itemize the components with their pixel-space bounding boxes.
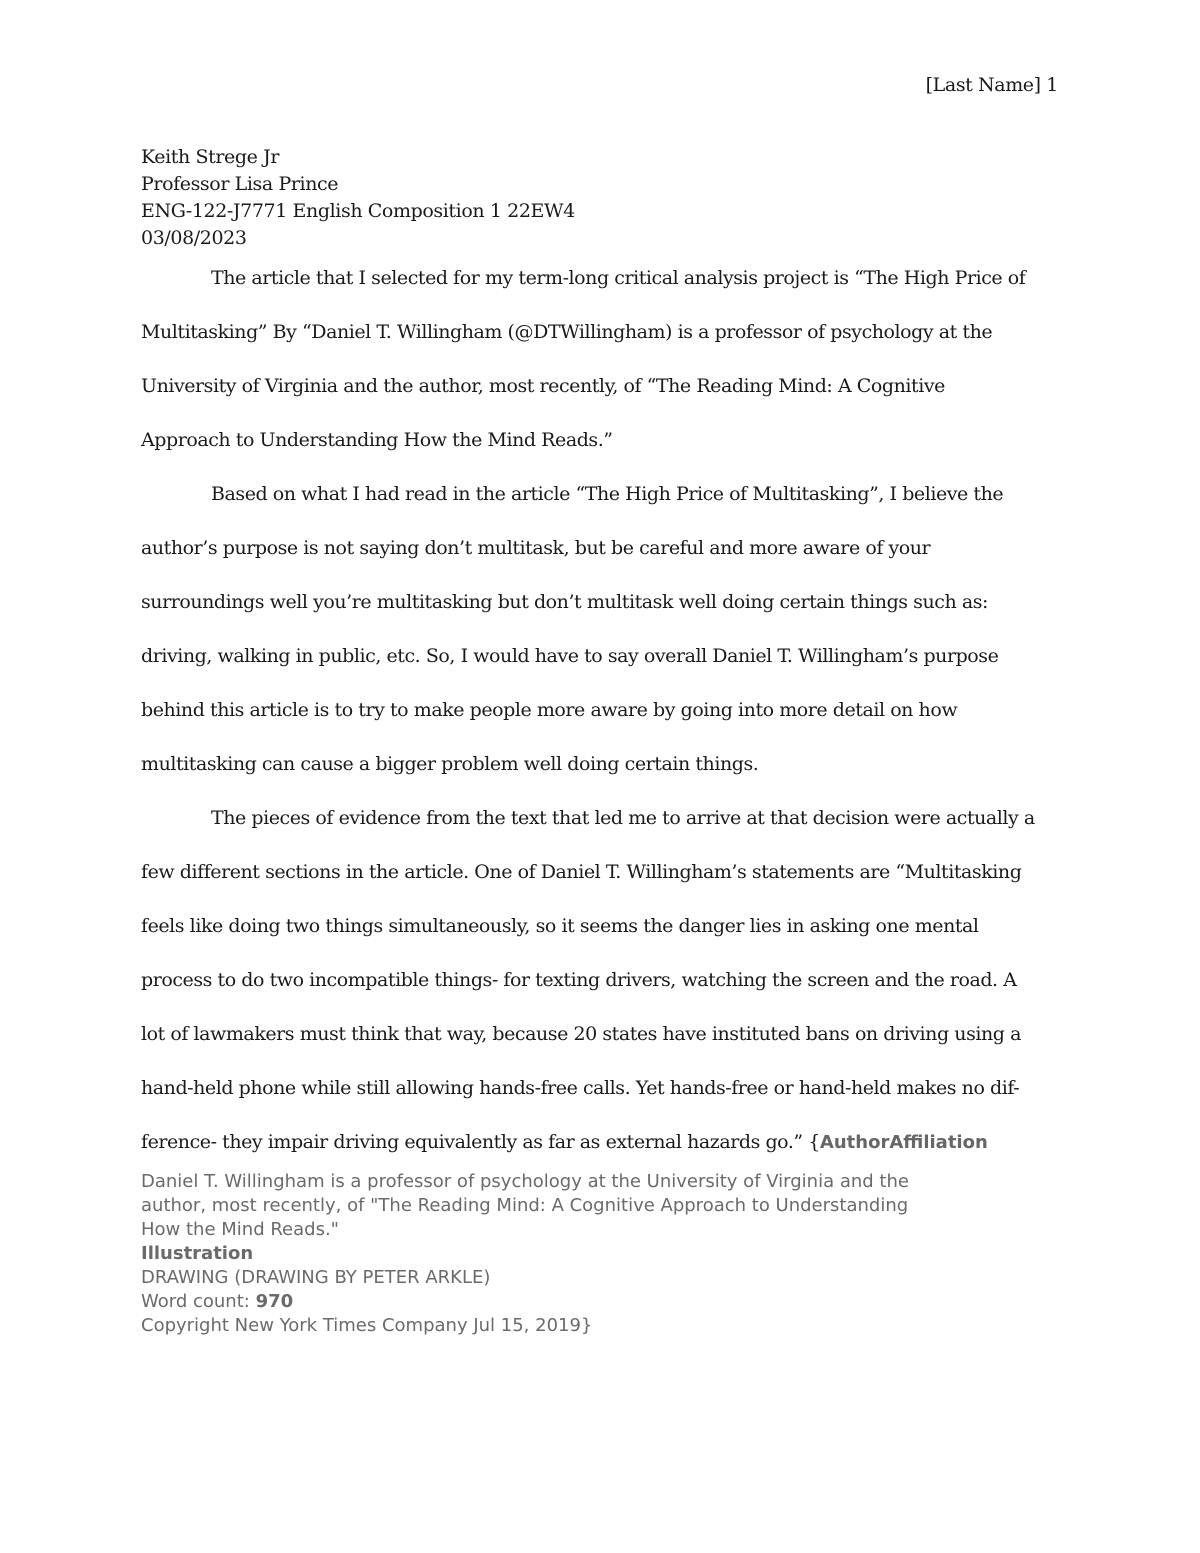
professor-name: Professor Lisa Prince <box>141 173 339 195</box>
body-line: The article that I selected for my term-long critical analysis project is “The High Price of <box>211 267 1026 289</box>
body-line: Based on what I had read in the article “The High Price of Multitasking”, I believe the <box>211 483 1004 505</box>
document-heading <box>141 144 1061 252</box>
body-line: multitasking can cause a bigger problem well doing certain things. <box>141 753 759 775</box>
affiliation-line: Daniel T. Willingham is a professor of psychology at the University of Virginia and the <box>141 1171 909 1192</box>
pasted-metadata <box>141 1170 1041 1338</box>
page-header-label: [Last Name] 1 <box>925 74 1058 96</box>
course-name: ENG-122-J7771 English Composition 1 22EW4 <box>141 200 575 222</box>
body-line: The pieces of evidence from the text that led me to arrive at that decision were actually a <box>211 807 1035 829</box>
author-affiliation-tag: AuthorAffiliation <box>819 1132 988 1153</box>
illustration-label: Illustration <box>141 1243 254 1264</box>
student-name: Keith Strege Jr <box>141 146 280 168</box>
essay-body <box>141 251 1061 1169</box>
word-count-label: Word count: <box>141 1291 256 1312</box>
body-line: few different sections in the article. One of Daniel T. Willingham’s statements are “Multitasking <box>141 861 1022 883</box>
body-line: author’s purpose is not saying don’t multitask, but be careful and more aware of your <box>141 537 931 559</box>
body-line: hand-held phone while still allowing hands-free calls. Yet hands-free or hand-held makes no dif- <box>141 1077 1020 1099</box>
body-line: feels like doing two things simultaneously, so it seems the danger lies in asking one mental <box>141 915 979 937</box>
word-count <box>141 1290 1041 1314</box>
body-line: process to do two incompatible things- for texting drivers, watching the screen and the road. A <box>141 969 1017 991</box>
body-line: University of Virginia and the author, most recently, of “The Reading Mind: A Cognitive <box>141 375 945 397</box>
affiliation-line: author, most recently, of "The Reading Mind: A Cognitive Approach to Understanding <box>141 1195 909 1216</box>
body-line: surroundings well you’re multitasking but don’t multitask well doing certain things such as: <box>141 591 988 613</box>
body-line: Approach to Understanding How the Mind Reads.” <box>141 429 613 451</box>
body-line: driving, walking in public, etc. So, I would have to say overall Daniel T. Willingham’s purpose <box>141 645 999 667</box>
document-date: 03/08/2023 <box>141 227 247 249</box>
body-line: lot of lawmakers must think that way, because 20 states have instituted bans on driving using a <box>141 1023 1021 1045</box>
copyright-line: Copyright New York Times Company Jul 15, 2019} <box>141 1315 593 1336</box>
body-line: Multitasking” By “Daniel T. Willingham (@DTWillingham) is a professor of psychology at the <box>141 321 993 343</box>
illustration-value: DRAWING (DRAWING BY PETER ARKLE) <box>141 1267 491 1288</box>
body-line-text: ference- they impair driving equivalently as far as external hazards go.” { <box>141 1131 820 1153</box>
body-line-last <box>141 1115 1061 1169</box>
affiliation-line: How the Mind Reads." <box>141 1219 339 1240</box>
body-line: behind this article is to try to make people more aware by going into more detail on how <box>141 699 958 721</box>
word-count-value: 970 <box>255 1291 294 1312</box>
